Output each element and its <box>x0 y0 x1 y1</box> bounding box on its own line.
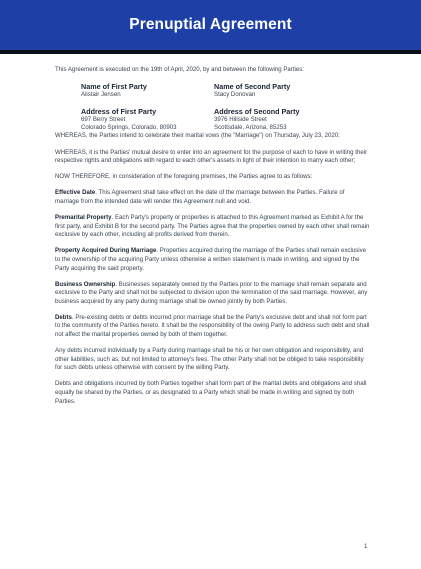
recital-paragraph: WHEREAS, the Parties intend to celebrate their marital vows (the "Marriage") on Thursday, July 23, 2020; <box>55 132 340 140</box>
second-party-address-label: Address of Second Party <box>214 106 300 116</box>
recital-paragraph: NOW THEREFORE, in consideration of the foregoing premises, the Parties agree to as follows: <box>55 173 313 181</box>
clause-text: . Each Party's property or properties is attached to this Agreement marked as Exhibit A for the first party, and Exhibit B for the second party. The Parties agree that the properties owned by each other shall remain exclusive by each other, including all profits derived from therein. <box>55 214 370 239</box>
parties-grid <box>81 82 370 133</box>
second-party-name: Stacy Donovan <box>214 90 256 98</box>
clause-term: Effective Date <box>55 189 96 197</box>
clause-premarital-property <box>55 214 370 240</box>
clause-debts <box>55 314 370 340</box>
second-party-address-line2: Scottsdale, Arizona, 85253 <box>214 124 287 132</box>
recital-paragraph: WHEREAS, it is the Parties' mutual desire to enter into an agreement for the purpose of each to have in writing their respective rights and obligations with regard to each other's assets in light of their intention to marry each other; <box>55 148 368 165</box>
first-party-name-label: Name of First Party <box>81 81 147 91</box>
first-party-name: Alistair Jensen <box>81 90 121 98</box>
clause-text: . Properties acquired during the marriage of the Parties shall remain exclusive to the ownership of the acquiring Party unless otherwise a written statement is made in writing, and signed by the Party acquiring the said property. <box>55 247 367 272</box>
clause-term: Property Acquired During Marriage <box>55 247 157 255</box>
document-title: Prenuptial Agreement <box>129 16 292 33</box>
second-party-name-label: Name of Second Party <box>214 81 291 91</box>
clause-text: . Businesses separately owned by the Parties prior to the marriage shall remain separate and exclusive to the Party and shall not be subjected to division upon the termination of the said marriage. However, any business acquired by any party during marriage shall be owned jointly by both Parties. <box>55 280 368 305</box>
first-party-address-line1: 697 Berry Street <box>81 115 126 123</box>
first-party-address-line2: Colorado Springs, Colorado, 80903 <box>81 124 177 132</box>
first-party-address-block <box>81 107 214 133</box>
clause-term: Debts <box>55 313 72 321</box>
second-party-address-line1: 3976 Hillside Street <box>214 115 267 123</box>
debts-paragraph: Any debts incurred individually by a Party during marriage shall be his or her own obligation and responsibility, and other liabilities, such as, but not limited to attorney's fees. The other Party shall not be obliged to take responsibility for such debts unless otherwise with consent by the willing Party. <box>55 347 364 372</box>
clause-business-ownership <box>55 281 370 307</box>
second-party-name-block <box>214 82 364 99</box>
clause-term: Premarital Property <box>55 214 112 222</box>
header-divider <box>0 50 421 54</box>
debts-paragraph: Debts and obligations incurred by both Parties together shall form part of the marital debts and obligations and shall equally be shared by the Parties, or as designated to a Party which shall be made in writing and signed by both Parties. <box>55 380 367 405</box>
first-party-address-label: Address of First Party <box>81 106 157 116</box>
header-band <box>0 0 421 50</box>
page-number: 1 <box>364 544 368 550</box>
clause-text: . This Agreement shall take effect on the date of the marriage between the Parties. Failure of marriage from the intended date will render this Agreement null and void. <box>55 189 345 205</box>
intro-paragraph: This Agreement is executed on the 19th of April, 2020, by and between the following Parties: <box>55 66 304 73</box>
clause-text: . Pre-existing debts or debts incurred prior marriage shall be the Party's exclusive debt and shall not form part to the community of the Parties hereto. It shall be the responsibility of the owing Party to address such debt and shall not affect the marital properties owned by both of them together. <box>55 313 370 339</box>
document-body <box>55 66 370 414</box>
clause-property-acquired <box>55 247 370 273</box>
clause-term: Business Ownership <box>55 280 116 288</box>
first-party-name-block <box>81 82 214 99</box>
second-party-address-block <box>214 107 364 133</box>
clause-effective-date <box>55 189 370 206</box>
